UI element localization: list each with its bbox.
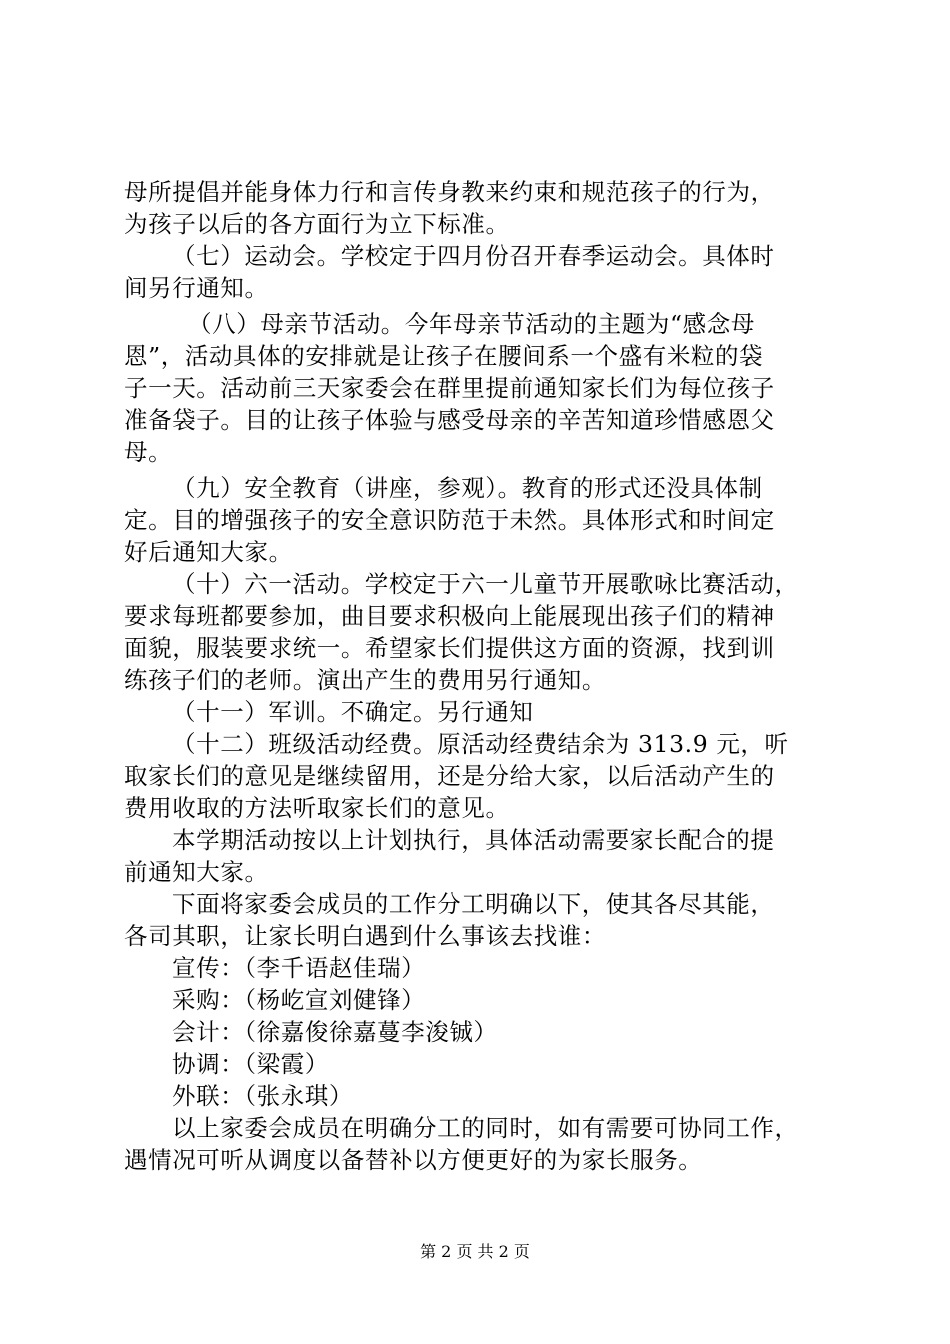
text-line: 间另行通知。 [124,274,269,302]
text-line: （十一）军训。不确定。另行通知 [172,698,534,726]
text-line: 前通知大家。 [124,858,269,886]
text-line: 取家长们的意见是继续留用，还是分给大家，以后活动产生的 [124,762,775,790]
text-line: 子一天。活动前三天家委会在群里提前通知家长们为每位孩子 [124,374,775,402]
text-line: 定。目的增强孩子的安全意识防范于未然。具体形式和时间定 [124,506,775,534]
text-line: （十）六一活动。学校定于六一儿童节开展歌咏比赛活动， [172,570,799,598]
role-accounting: 会计：（徐嘉俊徐嘉蔓李浚铖） [172,1018,498,1046]
text-line: （九）安全教育（讲座，参观）。教育的形式还没具体制 [172,474,763,502]
text-line: （八）母亲节活动。今年母亲节活动的主题为“感念母 [188,310,755,338]
text-line: 准备袋子。目的让孩子体验与感受母亲的辛苦知道珍惜感恩父 [124,406,775,434]
role-purchasing: 采购：（杨屹宣刘健锋） [172,986,426,1014]
text-line: 本学期活动按以上计划执行，具体活动需要家长配合的提 [172,826,775,854]
text-line: 费用收取的方法听取家长们的意见。 [124,794,510,822]
page-number-label: 第 2 页 共 2 页 [420,1242,530,1261]
text-line: 为孩子以后的各方面行为立下标准。 [124,210,510,238]
role-publicity: 宣传：（李千语赵佳瑞） [172,954,426,982]
paragraph-continued [124,176,836,240]
paragraph-class-funds [124,728,836,824]
paragraph-safety-education [124,472,836,568]
document-body [124,176,836,1176]
text-line: 各司其职，让家长明白遇到什么事该去找谁： [124,922,606,950]
role-coordination: 协调：（梁霞） [172,1050,329,1078]
text-line: 母。 [124,438,173,466]
text-line: 遇情况可听从调度以备替补以方便更好的为家长服务。 [124,1146,703,1174]
paragraph-military-training [124,696,836,728]
role-external-relations: 外联：（张永琪） [172,1082,354,1110]
text-line: 好后通知大家。 [124,538,293,566]
text-line: 下面将家委会成员的工作分工明确以下，使其各尽其能， [172,890,775,918]
text-line: 恩”，活动具体的安排就是让孩子在腰间系一个盛有米粒的袋 [124,342,764,370]
text-line: （十二）班级活动经费。原活动经费结余为 313.9 元，听 [172,730,789,758]
text-line: 练孩子们的老师。演出产生的费用另行通知。 [124,666,606,694]
paragraph-division-of-work [124,888,836,952]
text-line: 面貌，服装要求统一。希望家长们提供这方面的资源，找到训 [124,634,775,662]
text-line: 要求每班都要参加，曲目要求积极向上能展现出孩子们的精神 [124,602,775,630]
page-footer [0,1242,950,1262]
text-line: （七）运动会。学校定于四月份召开春季运动会。具体时 [172,242,775,270]
text-line: 母所提倡并能身体力行和言传身教来约束和规范孩子的行为， [124,178,775,206]
paragraph-mothers-day [124,308,836,468]
paragraph-childrens-day [124,568,836,696]
committee-roles-list [124,952,836,1112]
paragraph-closing [124,1112,836,1176]
paragraph-sports-day [124,240,836,304]
paragraph-plan-execution [124,824,836,888]
text-line: 以上家委会成员在明确分工的同时，如有需要可协同工作， [172,1114,799,1142]
